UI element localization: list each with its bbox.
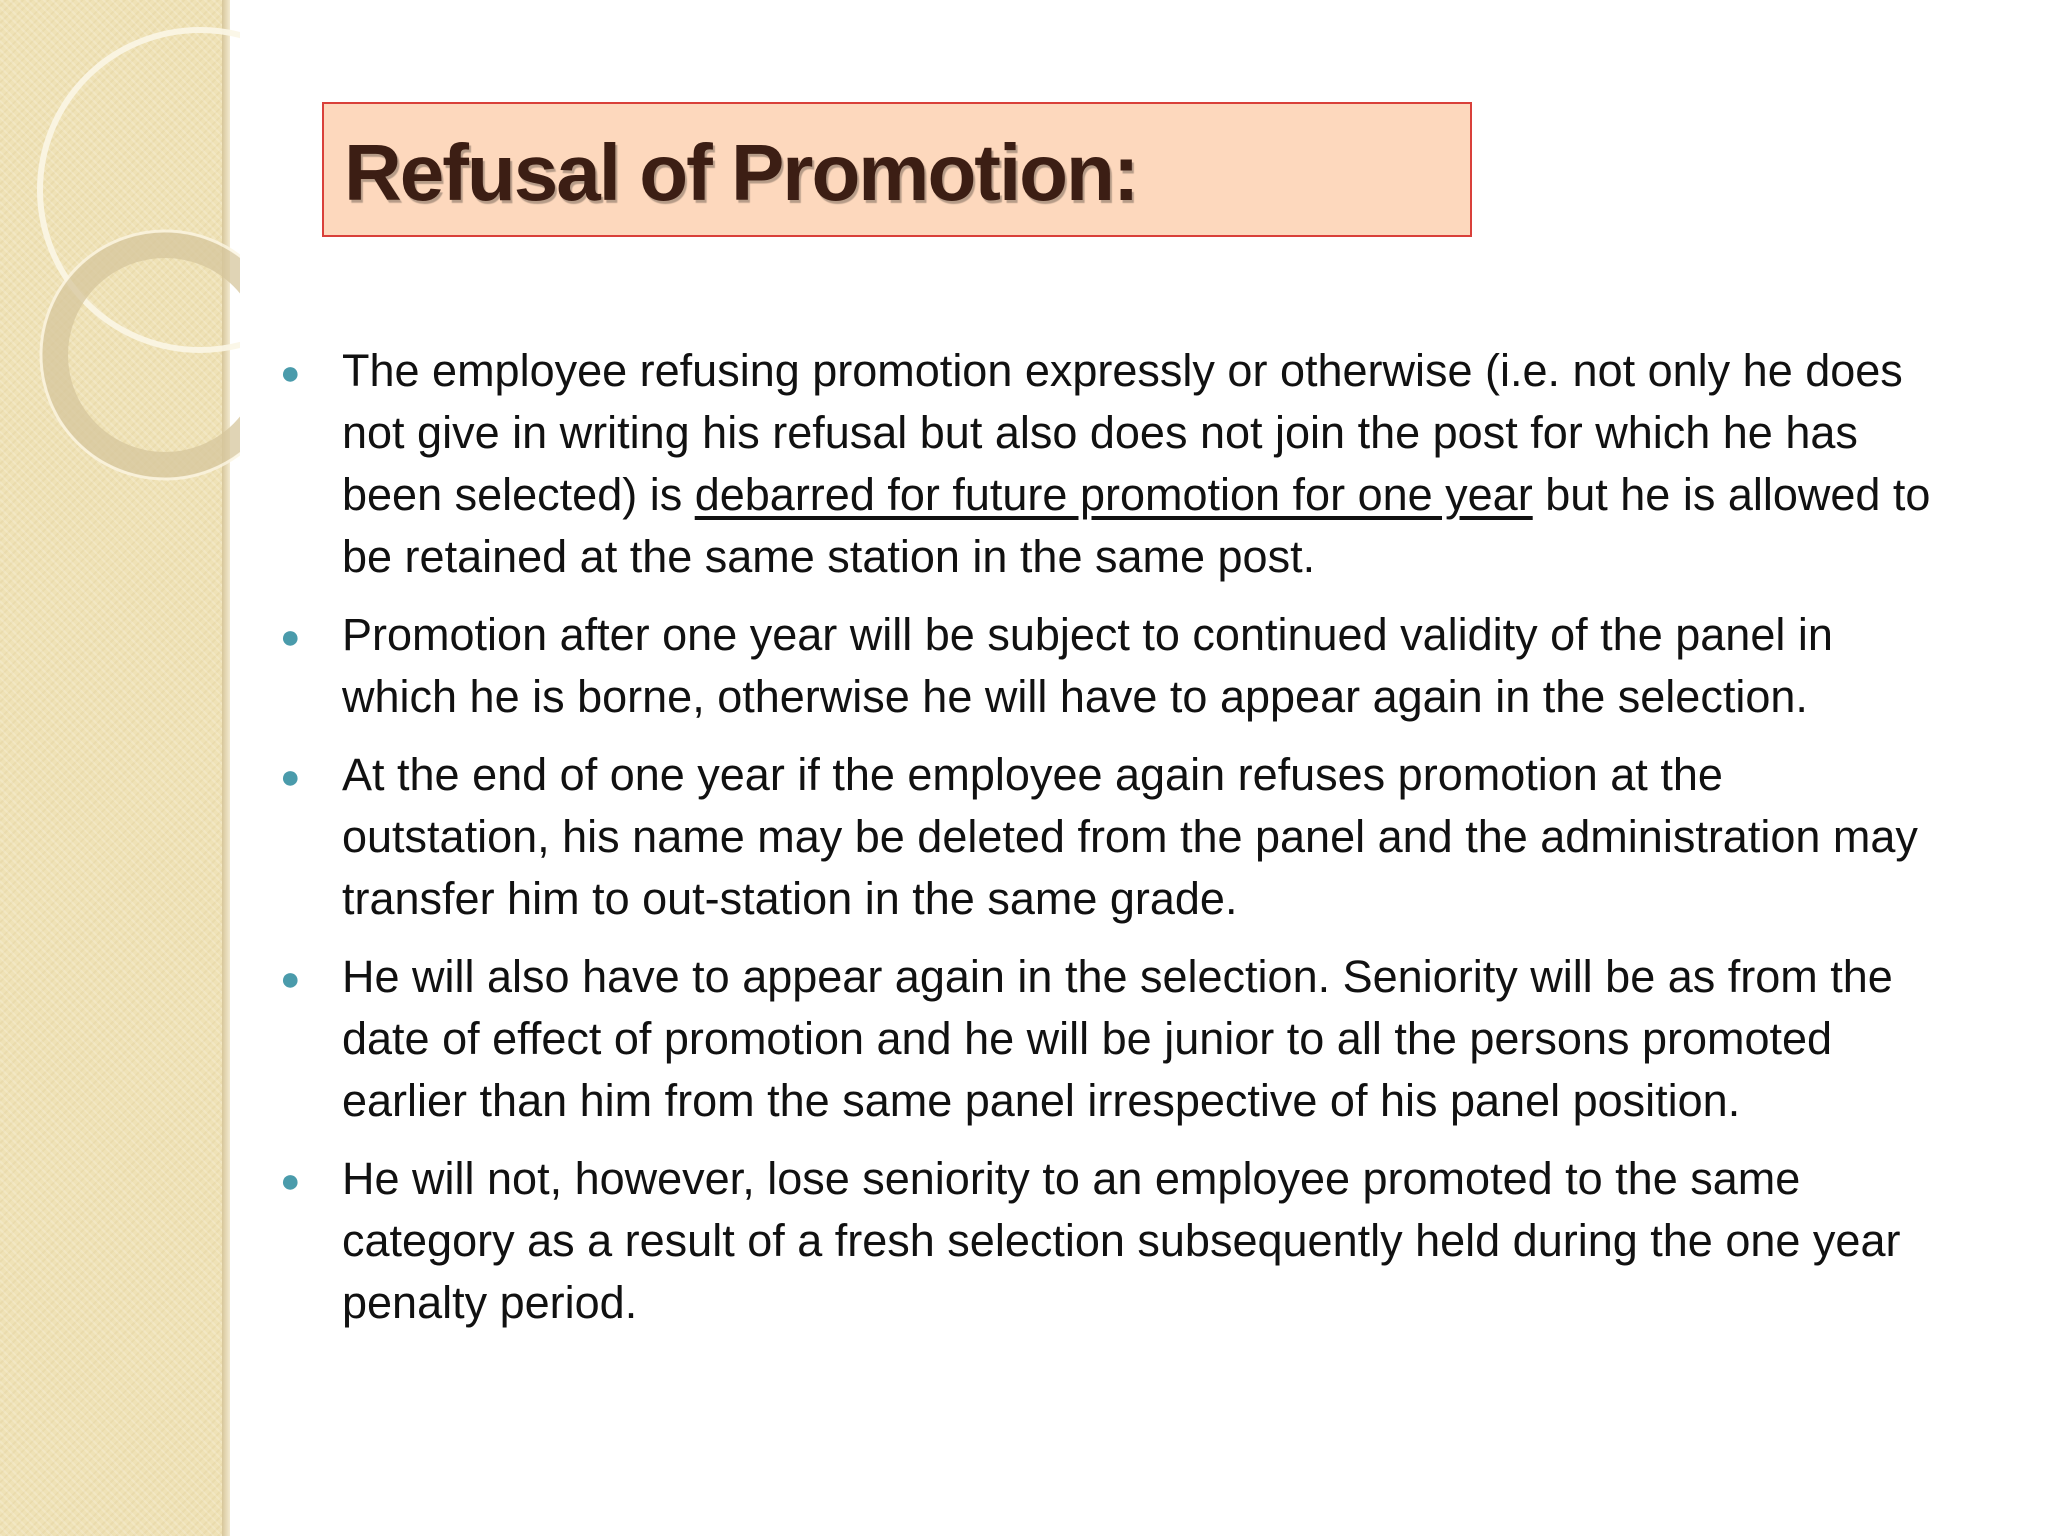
bullet-4-text: He will also have to appear again in the selection. Seniority will be as from the date of effect of promotion and he will be junior to all the persons promoted earlier than him from the same panel irrespective of his panel position. — [342, 951, 1893, 1126]
bullet-item-3 — [280, 744, 1942, 930]
bullet-dot-icon: ● — [280, 758, 301, 796]
gold-decorative-ring — [55, 245, 240, 465]
bullet-dot-icon: ● — [280, 618, 301, 656]
bullet-1-text-after: but he is allowed to be retained at the same station in the same post. — [342, 469, 1931, 582]
bullet-item-5 — [280, 1148, 1942, 1334]
bullet-item-1 — [280, 340, 1942, 588]
bullet-2-text: Promotion after one year will be subject to continued validity of the panel in which he is borne, otherwise he will have to appear again in the selection. — [342, 609, 1833, 722]
bullet-item-4 — [280, 946, 1942, 1132]
bullet-5-text: He will not, however, lose seniority to an employee promoted to the same category as a result of a fresh selection subsequently held during the one year penalty period. — [342, 1153, 1901, 1328]
title-box — [322, 102, 1472, 237]
bullet-item-2 — [280, 604, 1942, 728]
bullet-dot-icon: ● — [280, 354, 301, 392]
decorative-circles-graphic — [0, 0, 240, 520]
bullet-1-text-before: The employee refusing promotion expressly or otherwise (i.e. not only he does not give in writing his refusal but also does not join the post for which he has been selected) is — [342, 345, 1903, 520]
bullet-1-underlined-text: debarred for future promotion for one year — [694, 469, 1533, 520]
slide-title: Refusal of Promotion: — [344, 128, 1138, 217]
bullet-list — [280, 340, 1942, 1350]
bullet-dot-icon: ● — [280, 960, 301, 998]
bullet-3-text: At the end of one year if the employee again refuses promotion at the outstation, his name may be deleted from the panel and the administration may transfer him to out-station in the same grade. — [342, 749, 1918, 924]
bullet-dot-icon: ● — [280, 1162, 301, 1200]
